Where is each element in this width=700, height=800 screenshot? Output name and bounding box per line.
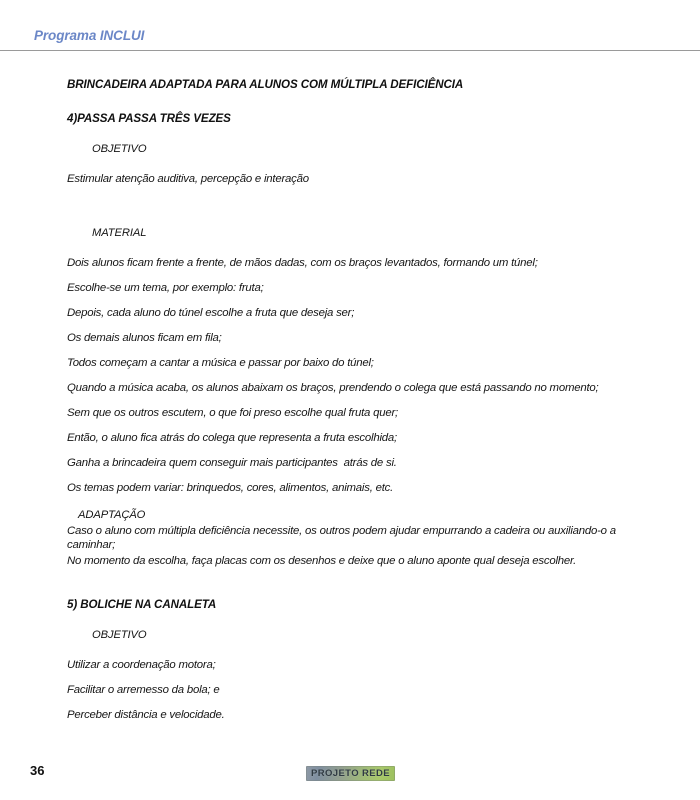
document-body <box>67 78 647 722</box>
header-divider <box>0 50 700 51</box>
material-line: Quando a música acaba, os alunos abaixam os braços, prendendo o colega que está passando no momento; <box>67 382 599 394</box>
objetivo-line: Utilizar a coordenação motora; <box>67 659 216 671</box>
material-line: Os temas podem variar: brinquedos, cores, alimentos, animais, etc. <box>67 482 394 494</box>
material-line: Sem que os outros escutem, o que foi preso escolhe qual fruta quer; <box>67 407 398 419</box>
material-line: Escolhe-se um tema, por exemplo: fruta; <box>67 282 264 294</box>
material-line: Então, o aluno fica atrás do colega que representa a fruta escolhida; <box>67 432 397 444</box>
material-line: Dois alunos ficam frente a frente, de mãos dadas, com os braços levantados, formando um túnel; <box>67 257 538 269</box>
objetivo-line: Facilitar o arremesso da bola; e <box>67 684 220 696</box>
running-head-title: Programa INCLUI <box>34 28 145 43</box>
page-footer <box>0 758 700 800</box>
subheading-material-4: MATERIAL <box>92 227 147 239</box>
subheading-adaptacao-4: ADAPTAÇÃO <box>78 509 146 521</box>
material-line: Ganha a brincadeira quem conseguir mais participantes atrás de si. <box>67 457 397 469</box>
subheading-objetivo-5: OBJETIVO <box>92 629 147 641</box>
objetivo-line: Estimular atenção auditiva, percepção e interação <box>67 173 309 185</box>
objetivo-line: Perceber distância e velocidade. <box>67 709 225 721</box>
document-main-title: BRINCADEIRA ADAPTADA PARA ALUNOS COM MÚLTIPLA DEFICIÊNCIA <box>67 78 464 91</box>
material-line: Todos começam a cantar a música e passar por baixo do túnel; <box>67 357 374 369</box>
page-number: 36 <box>30 763 45 778</box>
projeto-rede-logo-text: PROJETO REDE <box>310 768 391 779</box>
material-line: Os demais alunos ficam em fila; <box>67 332 222 344</box>
adaptacao-line: No momento da escolha, faça placas com os desenhos e deixe que o aluno aponte qual deseja escolher. <box>67 555 577 567</box>
page-header <box>0 0 700 51</box>
material-line: Depois, cada aluno do túnel escolhe a fruta que deseja ser; <box>67 307 355 319</box>
projeto-rede-logo <box>306 766 395 781</box>
subheading-objetivo-4: OBJETIVO <box>92 143 147 155</box>
activity-heading-4: 4)PASSA PASSA TRÊS VEZES <box>67 112 231 125</box>
activity-heading-5: 5) BOLICHE NA CANALETA <box>67 598 217 611</box>
adaptacao-line: Caso o aluno com múltipla deficiência necessite, os outros podem ajudar empurrando a cadeira ou auxiliando-o a caminhar; <box>67 525 619 551</box>
